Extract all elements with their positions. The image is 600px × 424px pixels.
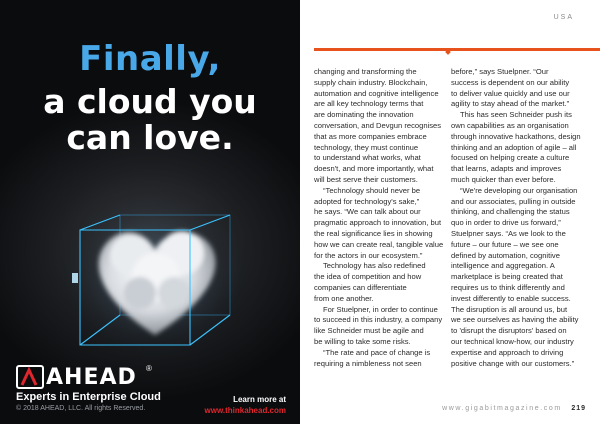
article-text-line: “Technology should never be [323, 185, 421, 195]
article-text-line: through innovative hackathons, design [451, 131, 581, 141]
cta-label: Learn more at [233, 395, 286, 404]
ad-headline-line-2: a cloud you [43, 82, 257, 121]
brand-name: AHEAD [46, 365, 137, 390]
article-text-line: much quicker than ever before. [451, 174, 556, 184]
article-text-line: for the actors in our ecosystem.” [314, 250, 423, 260]
article-text-line: future – our future – we see one [451, 239, 559, 249]
article-text-line: are dominating the innovation [314, 110, 414, 120]
article-text-line: from one another. [314, 293, 374, 303]
article-text-line: pragmatic approach to innovation, but [314, 218, 442, 228]
article-text-line: to 'disrupt the disruptors' based on [451, 326, 567, 336]
article-text-line: are all key technology terms that [314, 99, 424, 109]
article-text-line: we see ourselves as having the ability [451, 315, 579, 325]
article-text-line: “We're developing our organisation [460, 185, 578, 195]
page-footer [442, 405, 586, 412]
ahead-logo-mark-icon [16, 364, 44, 390]
article-text-line: that learns, adapts and improves [451, 164, 562, 174]
article-text-line: like Schneider must be agile and [314, 326, 424, 336]
article-column-left [314, 67, 451, 369]
article-text-line: own capabilities as an organisation [451, 120, 569, 130]
article-text-line: The disruption is all around us, but [451, 304, 568, 314]
magazine-url: www.gigabitmagazine.com [442, 405, 562, 412]
article-text-line: success is dependent on our ability [451, 77, 570, 87]
article-text-line: intelligence and aggregation. A [451, 261, 555, 271]
article-text-line: thinking and an adoption of agile – all [451, 142, 577, 152]
article-text-line: will best serve their customers. [314, 174, 418, 184]
article-text-line: he says. “We can talk about our [314, 207, 421, 217]
article-text-line: Technology has also redefined [323, 261, 426, 271]
article-text-line: agility to stay ahead of the market.” [451, 99, 570, 109]
article-page [300, 0, 600, 424]
article-text-line: to deliver value quickly and use our [451, 88, 570, 98]
article-text-line: conversation, and Devgun recognises [314, 120, 442, 130]
article-text-line: positive change with our customers.” [451, 358, 575, 368]
article-text-line: This has seen Schneider push its [460, 110, 572, 120]
article-text-line: before,” says Stuelpner. “Our [451, 67, 549, 76]
article-text-line: defined by automation, cognitive [451, 250, 560, 260]
article-text-line: Stuelpner says. “As we look to the [451, 228, 566, 238]
ahead-logo [16, 364, 186, 390]
brand-tagline: Experts in Enterprise Cloud [16, 391, 161, 403]
article-text-line: supply chain industry. Blockchain, [314, 77, 428, 87]
heart-cloud-in-glass-cube-image [60, 185, 250, 355]
article-text-line: to understand what works, what [314, 153, 421, 163]
article-text-line: our technical know-how, our industry [451, 336, 574, 346]
copyright-notice: © 2018 AHEAD, LLC. All rights Reserved. [16, 405, 146, 412]
cta-url-link[interactable]: www.thinkahead.com [204, 406, 286, 415]
page-number: 219 [571, 405, 586, 412]
article-text-line: “The rate and pace of change is [323, 347, 431, 357]
article-text-line: the idea of competition and how [314, 272, 422, 282]
article-text-line: expertise and approach to driving [451, 347, 564, 357]
article-text-line: requires us to think differently and [451, 282, 565, 292]
article-text-line: that as more companies embrace [314, 131, 427, 141]
section-rule [314, 48, 600, 51]
article-text-line: technology, they must continue [314, 142, 419, 152]
article-text-line: changing and transforming the [314, 67, 417, 76]
registered-mark: ® [146, 364, 152, 373]
article-text-line: quo in order to drive us forward,” [451, 218, 561, 228]
article-text-line: how we can create real, tangible value [314, 239, 444, 249]
article-text-line: For Stuelpner, in order to continue [323, 304, 438, 314]
article-text-line: companies can differentiate [314, 282, 407, 292]
article-text-line: invest differently to enable success. [451, 293, 571, 303]
article-column-right [451, 67, 588, 369]
article-text-line: automation and cognitive intelligence [314, 88, 439, 98]
article-text-line: doesn't, and more importantly, what [314, 164, 434, 174]
article-text-line: adopted for technology's sake,” [314, 196, 420, 206]
article-text-line: be willing to take some risks. [314, 336, 411, 346]
ad-headline-line-3: can love. [66, 118, 234, 157]
article-text-line: marketplace is being created that [451, 272, 563, 282]
region-label: USA [553, 14, 574, 21]
article-text-line: and our associates, pulling in outside [451, 196, 576, 206]
article-text-line: focused on helping create a culture [451, 153, 570, 163]
article-text-line: the real significance lies in showing [314, 228, 433, 238]
article-text-line: thinking, and challenging the status [451, 207, 570, 217]
article-text-line: requiring a nimbleness not seen [314, 358, 422, 368]
article-text-line: to succeed in this industry, a company [314, 315, 443, 325]
ad-headline-line-1: Finally, [79, 39, 221, 79]
